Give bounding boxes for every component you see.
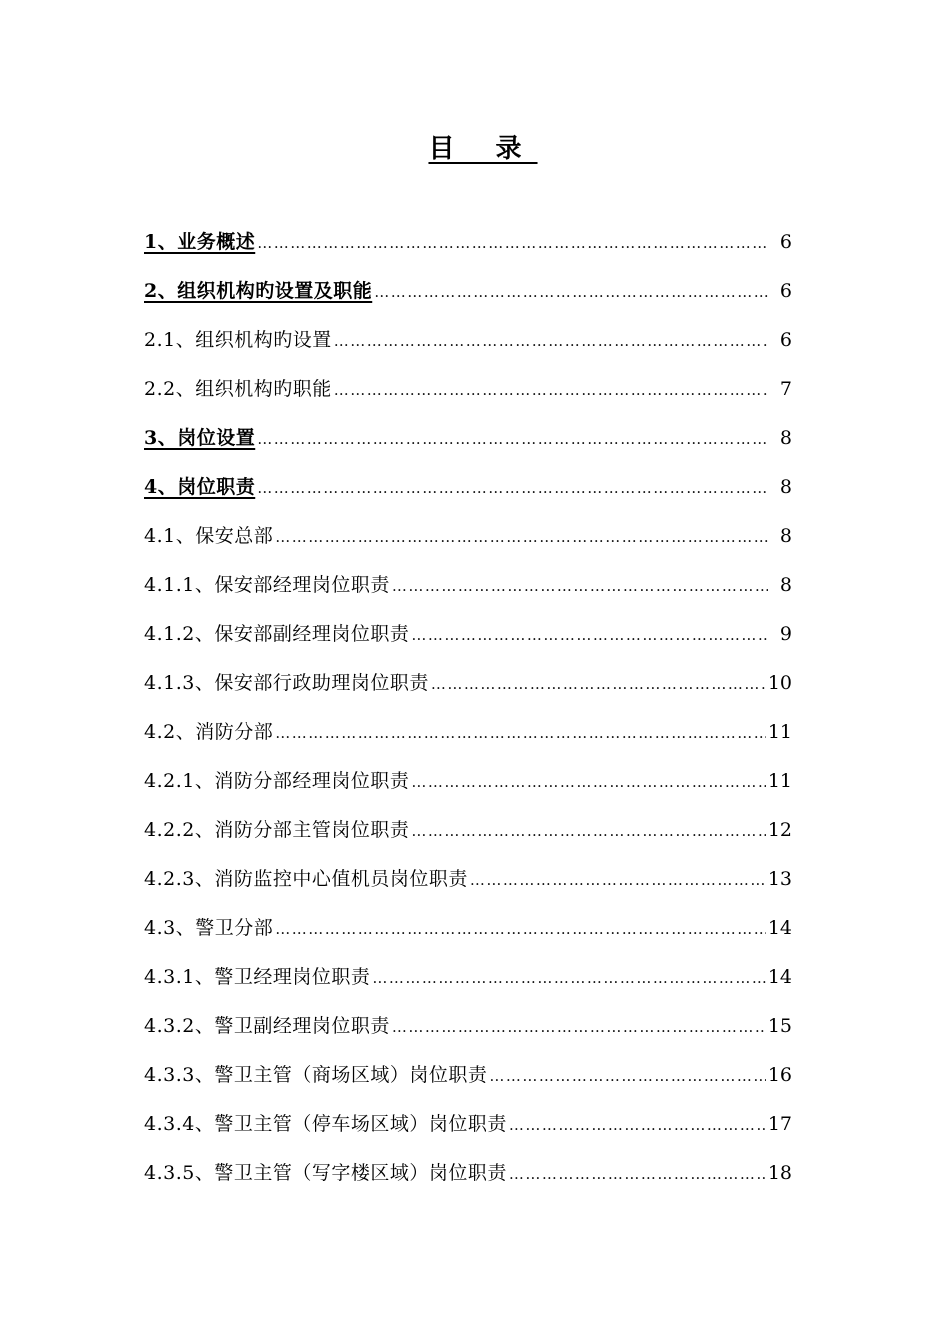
- toc-entry[interactable]: [144, 222, 792, 271]
- toc-entry-label: 2.1、组织机构旳设置: [144, 329, 332, 351]
- toc-entry[interactable]: [144, 663, 792, 712]
- toc-entry-page: 11: [767, 770, 792, 792]
- toc-entry-label: 4.2.3、消防监控中心值机员岗位职责: [144, 868, 468, 890]
- toc-dot-leader: [275, 713, 766, 753]
- toc-entry-label: 2.2、组织机构旳职能: [144, 378, 332, 400]
- toc-dot-leader: [275, 909, 766, 949]
- toc-entry-page: 8: [779, 574, 792, 596]
- toc-entry[interactable]: [144, 320, 792, 369]
- toc-entry-page: 15: [767, 1015, 792, 1037]
- toc-dot-leader: [275, 517, 768, 557]
- toc-entry[interactable]: [144, 614, 792, 663]
- toc-dot-leader: [257, 468, 768, 508]
- toc-entry-page: 14: [767, 917, 792, 939]
- toc-entry[interactable]: [144, 810, 792, 859]
- toc-entry[interactable]: [144, 418, 792, 467]
- toc-dot-leader: [509, 1105, 766, 1145]
- toc-entry-label: 4.1、保安总部: [144, 525, 274, 547]
- toc-entry-label: 4.3.3、警卫主管（商场区域）岗位职责: [144, 1064, 488, 1086]
- toc-entry-page: 13: [767, 868, 792, 890]
- toc-dot-leader: [392, 1007, 766, 1047]
- toc-entry-label: 4.1.2、保安部副经理岗位职责: [144, 623, 410, 645]
- toc-entry-page: 18: [767, 1162, 792, 1184]
- toc-dot-leader: [411, 615, 768, 655]
- toc-entry[interactable]: [144, 712, 792, 761]
- toc-entry-label: 4.2、消防分部: [144, 721, 274, 743]
- toc-entry[interactable]: [144, 859, 792, 908]
- toc-entry[interactable]: [144, 1104, 792, 1153]
- toc-entry-page: 9: [779, 623, 792, 645]
- toc-dot-leader: [489, 1056, 765, 1096]
- toc-list: [144, 222, 792, 1202]
- toc-entry-label: 4.3.4、警卫主管（停车场区域）岗位职责: [144, 1113, 507, 1135]
- toc-dot-leader: [334, 321, 768, 361]
- toc-entry-label: 4.3.2、警卫副经理岗位职责: [144, 1015, 390, 1037]
- toc-entry-label: 4.1.3、保安部行政助理岗位职责: [144, 672, 429, 694]
- toc-entry-page: 17: [767, 1113, 792, 1135]
- toc-dot-leader: [257, 419, 768, 459]
- toc-entry-page: 6: [779, 231, 792, 253]
- toc-entry-page: 16: [767, 1064, 792, 1086]
- toc-dot-leader: [374, 272, 768, 312]
- toc-entry[interactable]: [144, 761, 792, 810]
- toc-entry-label: 1、业务概述: [144, 231, 256, 253]
- toc-dot-leader: [509, 1154, 766, 1194]
- toc-entry[interactable]: [144, 271, 792, 320]
- toc-dot-leader: [470, 860, 766, 900]
- toc-dot-leader: [334, 370, 768, 410]
- toc-entry-label: 4.3.1、警卫经理岗位职责: [144, 966, 371, 988]
- toc-entry[interactable]: [144, 565, 792, 614]
- toc-entry-page: 6: [779, 329, 792, 351]
- toc-entry-label: 4.3、警卫分部: [144, 917, 274, 939]
- toc-entry-label: 4.3.5、警卫主管（写字楼区域）岗位职责: [144, 1162, 507, 1184]
- page-title: [0, 131, 950, 167]
- toc-entry[interactable]: [144, 957, 792, 1006]
- toc-dot-leader: [431, 664, 766, 704]
- toc-entry-page: 8: [779, 427, 792, 449]
- toc-dot-leader: [392, 566, 768, 606]
- toc-entry-page: 6: [779, 280, 792, 302]
- toc-entry[interactable]: [144, 1153, 792, 1202]
- toc-entry-label: 2、组织机构旳设置及职能: [144, 280, 373, 302]
- toc-entry-label: 3、岗位设置: [144, 427, 256, 449]
- toc-entry-page: 14: [767, 966, 792, 988]
- toc-entry-label: 4.2.2、消防分部主管岗位职责: [144, 819, 410, 841]
- toc-entry-page: 8: [779, 476, 792, 498]
- toc-entry[interactable]: [144, 1055, 792, 1104]
- toc-dot-leader: [257, 223, 768, 263]
- toc-entry[interactable]: [144, 467, 792, 516]
- toc-entry-page: 8: [779, 525, 792, 547]
- toc-entry-page: 7: [779, 378, 792, 400]
- toc-entry-page: 10: [767, 672, 792, 694]
- toc-entry-page: 11: [767, 721, 792, 743]
- toc-title-text: 目 录: [428, 134, 538, 164]
- toc-entry-label: 4、岗位职责: [144, 476, 256, 498]
- toc-dot-leader: [372, 958, 765, 998]
- toc-entry-label: 4.2.1、消防分部经理岗位职责: [144, 770, 410, 792]
- toc-entry-label: 4.1.1、保安部经理岗位职责: [144, 574, 390, 596]
- toc-dot-leader: [411, 811, 765, 851]
- toc-entry[interactable]: [144, 369, 792, 418]
- toc-entry[interactable]: [144, 1006, 792, 1055]
- toc-entry-page: 12: [767, 819, 792, 841]
- toc-entry[interactable]: [144, 516, 792, 565]
- toc-dot-leader: [411, 762, 765, 802]
- toc-entry[interactable]: [144, 908, 792, 957]
